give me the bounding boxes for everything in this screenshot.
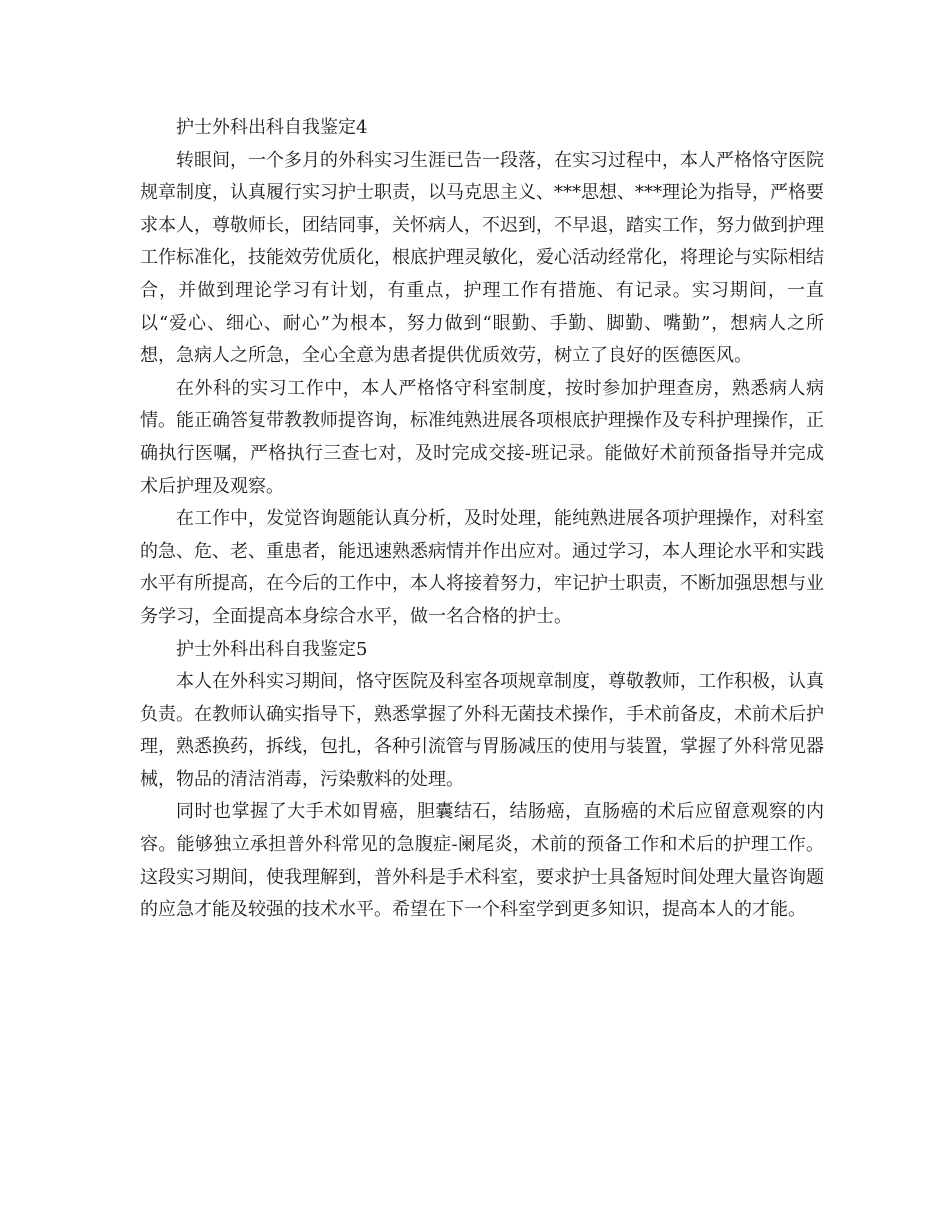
paragraph: 在外科的实习工作中，本人严格恪守科室制度，按时参加护理查房，熟悉病人病情。能正确答复带教教师提咨询，标准纯熟进展各项根底护理操作及专科护理操作，正确执行医嘱，严格执行三查七对，及时完成交接-班记录。能做好术前预备指导并完成术后护理及观察。 [140, 377, 824, 497]
paragraph: 在工作中，发觉咨询题能认真分析，及时处理，能纯熟进展各项护理操作，对科室的急、危、老、重患者，能迅速熟悉病情并作出应对。通过学习，本人理论水平和实践水平有所提高，在今后的工作中，本人将接着努力，牢记护士职责，不断加强思想与业务学习，全面提高本身综合水平，做一名合格的护士。 [140, 508, 824, 627]
paragraph: 同时也掌握了大手术如胃癌，胆囊结石，结肠癌，直肠癌的术后应留意观察的内容。能够独立承担普外科常见的急腹症-阑尾炎，术前的预备工作和术后的护理工作。这段实习期间，使我理解到，普外科是手术科室，要求护士具备短时间处理大量咨询题的应急才能及较强的技术水平。希望在下一个科室学到更多知识，提高本人的才能。 [140, 801, 824, 921]
paragraph: 本人在外科实习期间，恪守医院及科室各项规章制度，尊敬教师，工作积极，认真负责。在教师认确实指导下，熟悉掌握了外科无菌技术操作，手术前备皮，术前术后护理，熟悉换药，拆线，包扎，各种引流管与胃肠减压的使用与装置，掌握了外科常见器械，物品的清洁消毒，污染敷料的处理。 [140, 671, 824, 790]
section-heading: 护士外科出科自我鉴定5 [176, 638, 368, 660]
document-page [140, 112, 824, 927]
section-heading: 护士外科出科自我鉴定4 [176, 117, 368, 138]
paragraph: 转眼间，一个多月的外科实习生涯已告一段落，在实习过程中，本人严格恪守医院规章制度，认真履行实习护士职责，以马克思主义、***思想、***理论为指导，严格要求本人，尊敬师长，团结同事，关怀病人，不迟到，不早退，踏实工作，努力做到护理工作标准化，技能效劳优质化，根底护理灵敏化，爱心活动经常化，将理论与实际相结合，并做到理论学习有计划，有重点，护理工作有措施、有记录。实习期间，一直以“爱心、细心、耐心”为根本，努力做到“眼勤、手勤、脚勤、嘴勤”，想病人之所想，急病人之所急，全心全意为患者提供优质效劳，树立了良好的医德医风。 [140, 149, 824, 367]
